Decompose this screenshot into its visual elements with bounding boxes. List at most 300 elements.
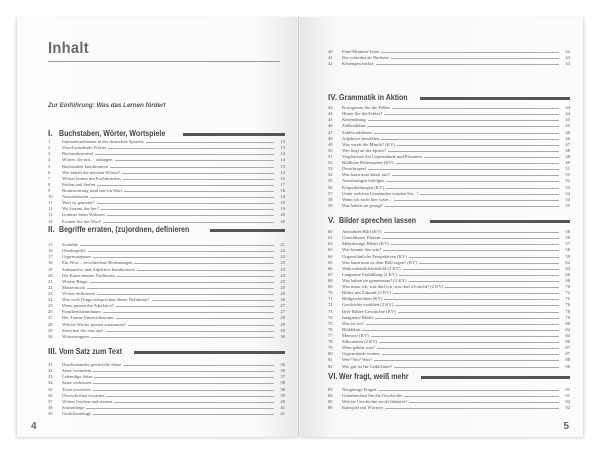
dot-leader <box>382 238 559 239</box>
entry-number: 56 <box>328 184 333 190</box>
entry-title: Was könnte das sein? <box>342 247 382 253</box>
entry-page: 91 <box>565 393 570 399</box>
entry-number: 22 <box>48 284 53 290</box>
dot-leader <box>117 276 274 277</box>
section-title: Grammatik in Aktion <box>339 93 408 102</box>
entry-title: Unsichtbarer Elefant <box>342 235 381 241</box>
entry-title: Die schreibst ab Nächster <box>342 55 390 61</box>
entry-page: 13 <box>280 145 285 151</box>
section-rule <box>183 133 285 136</box>
entry-title: Gegenstände erraten <box>342 351 380 357</box>
entry-title: Überschriften erwarten <box>62 392 105 398</box>
entry-title: Welche Geschichte steckt dahinter? <box>342 399 408 405</box>
entry-number: 39 <box>48 410 53 416</box>
entry-page: 79 <box>565 314 570 320</box>
entry-title: Welche Wörter passen zusammen? <box>62 321 126 327</box>
entry-page: 48 <box>565 153 570 159</box>
dot-leader <box>399 275 559 276</box>
entry-title: Kettengeschichte <box>342 61 374 67</box>
dot-leader <box>116 318 274 319</box>
entry-page: 43 <box>565 55 570 61</box>
entry-title: Mehrdeutige Bilder (KV) <box>342 241 389 247</box>
entry-number: 57 <box>328 190 333 196</box>
page-number: 4 <box>31 421 37 432</box>
dot-leader <box>128 325 274 326</box>
dot-leader <box>378 390 559 391</box>
dot-leader <box>397 145 559 146</box>
left-page <box>17 17 299 437</box>
entry-title: Silbouetten (2 KV) <box>342 339 378 345</box>
section-title: Wer fragt, weiß mehr <box>339 372 409 381</box>
dot-leader <box>382 354 559 355</box>
entry-title: Fünf-Minuten-Texte <box>342 49 380 55</box>
entry-page: 36 <box>280 368 285 374</box>
entry-page: 21 <box>280 242 285 248</box>
entry-title: Was kann man damit tun? <box>342 172 390 178</box>
dot-leader <box>393 293 559 294</box>
entry-page: 47 <box>565 141 570 147</box>
section-number: II. <box>48 225 55 234</box>
entry-title: Wörter, die mit ... anfangen <box>62 157 113 163</box>
entry-page: 17 <box>280 181 285 187</box>
dot-leader <box>394 200 559 201</box>
dot-leader <box>123 365 274 366</box>
entry-title: Erraten Sie das Wort! <box>62 218 102 224</box>
entry-page: 14 <box>280 157 285 163</box>
entry-page: 15 <box>280 163 285 169</box>
entry-number: 2 <box>48 145 51 151</box>
entry-number: 69 <box>328 284 333 290</box>
entry-number: 43 <box>328 105 333 111</box>
dot-leader <box>124 191 274 192</box>
entry-page: 49 <box>565 160 570 166</box>
toc-list <box>328 228 570 369</box>
entry-number: 30 <box>48 333 53 339</box>
toc-entry <box>48 333 285 339</box>
section-rule <box>420 97 570 100</box>
dot-leader <box>409 402 559 403</box>
toc-entry <box>328 60 570 66</box>
entry-number: 11 <box>48 200 53 206</box>
dot-leader <box>80 245 274 246</box>
entry-title: Anweisungen befolgen <box>342 178 385 184</box>
entry-page: 42 <box>565 49 570 55</box>
entry-number: 32 <box>48 368 53 374</box>
entry-page: 56 <box>565 229 570 235</box>
dot-leader <box>101 209 274 210</box>
entry-number: 67 <box>328 271 333 277</box>
section-heading <box>328 372 570 381</box>
entry-number: 20 <box>48 272 53 278</box>
entry-title: Wörter definieren <box>62 290 95 296</box>
dot-leader <box>146 142 274 143</box>
entry-number: 64 <box>328 253 333 259</box>
dot-leader <box>374 360 559 361</box>
entry-number: 47 <box>328 129 333 135</box>
entry-page: 41 <box>280 410 285 416</box>
entry-page: 46 <box>565 135 570 141</box>
entry-page: 16 <box>280 175 285 181</box>
entry-page: 30 <box>280 333 285 339</box>
dot-leader <box>116 306 274 307</box>
entry-number: 62 <box>328 241 333 247</box>
intro-heading: Zur Einführung: Was das Lernen fördert <box>48 102 166 109</box>
dot-leader <box>107 215 274 216</box>
toc-list <box>48 361 285 416</box>
entry-number: 51 <box>328 153 333 159</box>
entry-title: Sätze verändern <box>62 368 92 374</box>
entry-page: 37 <box>280 374 285 380</box>
dot-leader <box>367 126 559 127</box>
dot-leader <box>103 222 274 223</box>
entry-number: 72 <box>328 302 333 308</box>
entry-title: Vergleichen Sie Gegenstände und Personen <box>342 153 422 159</box>
entry-title: Wem gehört was? <box>342 345 375 351</box>
entry-title: Was muss ich, was darf ich, was darf ich nicht? (2 KV) <box>342 284 444 290</box>
entry-page: 20 <box>280 218 285 224</box>
entry-page: 24 <box>280 272 285 278</box>
entry-page: 72 <box>565 290 570 296</box>
entry-page: 46 <box>565 129 570 135</box>
dot-leader <box>93 414 274 415</box>
entry-title: Korrigieren Sie die Fehler <box>342 105 391 111</box>
entry-title: Abstraktes Bild (KV) <box>342 229 382 235</box>
entry-number: 80 <box>328 351 333 357</box>
dot-leader <box>97 203 274 204</box>
entry-number: 45 <box>328 117 333 123</box>
entry-number: 78 <box>328 339 333 345</box>
entry-number: 18 <box>48 260 53 266</box>
dot-leader <box>137 270 274 271</box>
entry-number: 41 <box>328 55 333 61</box>
entry-title: Lebendige Sätze <box>62 374 93 380</box>
entry-page: 75 <box>565 296 570 302</box>
entry-title: Wörtertreppen <box>62 333 89 339</box>
dot-leader <box>392 175 559 176</box>
entry-page: 88 <box>565 357 570 363</box>
entry-title: Geschichte erzählen (2 KV) <box>342 302 394 308</box>
entry-number: 1 <box>48 139 51 145</box>
dot-leader <box>110 167 274 168</box>
entry-title: Wenn passen die Adjektive? <box>62 303 114 309</box>
section-number: III. <box>48 347 57 356</box>
dot-leader <box>391 244 559 245</box>
dot-leader <box>420 194 559 195</box>
entry-page: 68 <box>565 277 570 283</box>
dot-leader <box>383 250 559 251</box>
entry-title: Wörter-Bingo <box>62 278 88 284</box>
entry-number: 52 <box>328 160 333 166</box>
entry-page: 18 <box>280 187 285 193</box>
entry-number: 26 <box>48 309 53 315</box>
entry-title: Wörter löschen und erraten <box>62 398 113 404</box>
dot-leader <box>371 336 559 337</box>
entry-title: Durcheinander gewürfelte Sätze <box>62 362 122 368</box>
entry-page: 51 <box>565 172 570 178</box>
entry-number: 13 <box>48 212 53 218</box>
entry-page: 78 <box>565 308 570 314</box>
entry-number: 14 <box>48 218 53 224</box>
entry-number: 42 <box>328 61 333 67</box>
entry-page: 26 <box>280 297 285 303</box>
entry-number: 85 <box>328 399 333 405</box>
entry-page: 87 <box>565 351 570 357</box>
entry-page: 58 <box>565 247 570 253</box>
dot-leader <box>394 367 559 368</box>
entry-title: Ein Wort – verschiedene Bedeutungen <box>62 260 133 266</box>
entry-page: 25 <box>280 284 285 290</box>
dot-leader <box>93 383 274 384</box>
entry-number: 77 <box>328 332 333 338</box>
entry-title: Verschwindende Wörter <box>62 145 107 151</box>
entry-page: 15 <box>280 169 285 175</box>
entry-title: Bilder mit Zukunft (3 KV) <box>342 290 391 296</box>
entry-page: 29 <box>280 321 285 327</box>
dot-leader <box>398 312 559 313</box>
entry-number: 86 <box>328 405 333 411</box>
toc-list <box>48 138 285 224</box>
entry-number: 3 <box>48 151 51 157</box>
entry-title: Was haben sie gemeinsam? (2 KV) <box>342 277 407 283</box>
entry-number: 60 <box>328 229 333 235</box>
entry-number: 8 <box>48 181 51 187</box>
entry-number: 21 <box>48 278 53 284</box>
section-number: VI. <box>328 372 338 381</box>
dot-leader <box>377 348 559 349</box>
entry-title: Was viele Dinge entsprechen dieser Definition? <box>62 297 150 303</box>
entry-number: 49 <box>328 141 333 147</box>
entry-number: 48 <box>328 135 333 141</box>
entry-title: Neugierige Fragen <box>342 387 377 393</box>
entry-number: 55 <box>328 178 333 184</box>
toc-list <box>328 104 570 208</box>
dot-leader <box>123 179 274 180</box>
entry-title: Wahrscheinlichkeitsbild (2 KV) <box>342 265 401 271</box>
entry-number: 34 <box>48 380 53 386</box>
dot-leader <box>396 163 559 164</box>
entry-number: 38 <box>48 404 53 410</box>
dot-leader <box>93 371 274 372</box>
entry-page: 38 <box>280 380 285 386</box>
dot-leader <box>93 257 274 258</box>
dot-leader <box>90 197 274 198</box>
dot-leader <box>115 160 274 161</box>
entry-number: 70 <box>328 290 333 296</box>
entry-page: 22 <box>280 254 285 260</box>
toc-entry <box>328 202 570 208</box>
entry-title: Bildliche Redensarten (KV) <box>342 160 394 166</box>
entry-page: 38 <box>280 386 285 392</box>
entry-page: 90 <box>565 363 570 369</box>
entry-number: 37 <box>48 398 53 404</box>
entry-title: Drei-Bilder-Geschichte (KV) <box>342 308 396 314</box>
entry-title: Langsame Enthüllung (2 KV) <box>342 271 397 277</box>
dot-leader <box>385 408 559 409</box>
entry-number: 54 <box>328 172 333 178</box>
entry-page: 36 <box>280 362 285 368</box>
entry-page: 48 <box>565 147 570 153</box>
dot-leader <box>122 173 274 174</box>
entry-number: 84 <box>328 393 333 399</box>
dot-leader <box>384 232 559 233</box>
entry-page: 54 <box>565 190 570 196</box>
entry-number: 29 <box>48 327 53 333</box>
entry-page: 19 <box>280 200 285 206</box>
entry-number: 58 <box>328 196 333 202</box>
entry-page: 92 <box>565 405 570 411</box>
section-rule <box>210 229 285 232</box>
entry-title: Körperhaltungen (KV) <box>342 184 384 190</box>
entry-number: 16 <box>48 248 53 254</box>
section-rule <box>421 376 570 379</box>
entry-number: 74 <box>328 314 333 320</box>
entry-number: 15 <box>48 242 53 248</box>
entry-page: 55 <box>565 202 570 208</box>
entry-title: Memory (KV) <box>342 332 369 338</box>
entry-number: 28 <box>48 321 53 327</box>
toc-entry <box>328 404 570 410</box>
entry-title: Oberbegriffe <box>62 248 86 254</box>
entry-page: 14 <box>280 151 285 157</box>
entry-title: Wo kommt das her? <box>62 206 99 212</box>
entry-title: Kettenübung <box>342 117 366 123</box>
entry-number: 79 <box>328 345 333 351</box>
entry-title: Wer liegt an der Spitze? <box>342 147 387 153</box>
entry-title: Was verrät die Mimik? (KV) <box>342 141 395 147</box>
section-title: Begriffe erraten, (zu)ordnen, definieren <box>59 225 190 234</box>
entry-title: Wer behält die meisten Wörter? <box>62 169 121 175</box>
dot-leader <box>106 331 274 332</box>
entry-page: 45 <box>565 117 570 123</box>
dot-leader <box>152 300 274 301</box>
dot-leader <box>93 390 274 391</box>
entry-title: Adjektive darstellen <box>342 135 380 141</box>
entry-title: Mastermock <box>62 284 85 290</box>
entry-title: Gegensatzpaare <box>62 254 92 260</box>
entry-page: 52 <box>565 178 570 184</box>
entry-title: Brainstorming rund um ein Wort <box>62 187 123 193</box>
entry-number: 73 <box>328 308 333 314</box>
entry-page: 18 <box>280 194 285 200</box>
entry-title: Internationalismen in der deutschen Sprache <box>62 139 144 145</box>
entry-title: Substantive und Adjektive kombinieren <box>62 266 135 272</box>
dot-leader <box>94 377 274 378</box>
section-rule <box>134 351 285 354</box>
section-title: Bilder sprechen lassen <box>339 216 417 225</box>
entry-number: 50 <box>328 147 333 153</box>
toc-entry <box>48 217 285 223</box>
toc-list <box>328 386 570 410</box>
entry-page: 13 <box>280 139 285 145</box>
dot-leader <box>384 114 559 115</box>
toc-list <box>48 241 285 339</box>
entry-number: 82 <box>328 363 333 369</box>
dot-leader <box>386 181 559 182</box>
entry-number: 12 <box>48 206 53 212</box>
entry-number: 10 <box>48 194 53 200</box>
entry-number: 5 <box>48 163 51 169</box>
dot-leader <box>445 287 559 288</box>
entry-title: Deutchroptel <box>342 166 366 172</box>
page-number: 5 <box>563 421 569 432</box>
dot-leader <box>395 305 559 306</box>
dot-leader <box>381 139 559 140</box>
entry-number: 68 <box>328 277 333 283</box>
entry-page: 56 <box>565 235 570 241</box>
entry-page: 76 <box>565 302 570 308</box>
entry-page: 87 <box>565 345 570 351</box>
entry-title: Buchstabenrätsel <box>62 151 94 157</box>
entry-page: 80 <box>565 320 570 326</box>
toc-entry <box>48 410 285 416</box>
dot-leader <box>86 408 274 409</box>
entry-number: 71 <box>328 296 333 302</box>
dot-leader <box>90 282 274 283</box>
entry-page: 59 <box>565 253 570 259</box>
entry-page: 53 <box>565 184 570 190</box>
entry-number: 9 <box>48 187 51 193</box>
entry-number: 17 <box>48 254 53 260</box>
dot-leader <box>106 396 274 397</box>
entry-page: 91 <box>565 387 570 393</box>
entry-number: 25 <box>48 303 53 309</box>
entry-page: 25 <box>280 278 285 284</box>
entry-title: Was haben sie gesagt? <box>342 202 384 208</box>
entry-page: 44 <box>565 111 570 117</box>
dot-leader <box>375 318 559 319</box>
entry-title: Texte erweitern <box>62 386 91 392</box>
section-heading <box>328 216 570 225</box>
entry-title: Wörter lernen mit Eselsbrücken <box>62 175 121 181</box>
page-title: Inhalt <box>48 40 89 57</box>
entry-page: 26 <box>280 290 285 296</box>
entry-title: Wenn ich nicht hier wäre... <box>342 196 392 202</box>
entry-number: 65 <box>328 259 333 265</box>
section-title: Buchstaben, Wörter, Wortspiele <box>59 129 166 138</box>
entry-title: Zahlendiktat <box>342 123 366 129</box>
entry-number: 35 <box>48 386 53 392</box>
entry-page: 86 <box>565 339 570 345</box>
entry-title: Ungewöhnliche Perspektiven (KV) <box>342 253 407 259</box>
dot-leader <box>424 157 559 158</box>
dot-leader <box>391 58 559 59</box>
dot-leader <box>362 330 559 331</box>
entry-page: 20 <box>280 212 285 218</box>
section-rule <box>430 220 570 223</box>
entry-number: 33 <box>48 374 53 380</box>
dot-leader <box>386 188 559 189</box>
entry-number: 44 <box>328 111 333 117</box>
dot-leader <box>379 342 559 343</box>
entry-title: Wort ist gemeint? <box>62 200 95 206</box>
section-number: V. <box>328 216 335 225</box>
entry-page: 23 <box>280 260 285 266</box>
entry-title: Familienstammbaum <box>62 309 101 315</box>
dot-leader <box>103 312 274 313</box>
entry-number: 40 <box>328 49 333 55</box>
entry-number: 31 <box>48 362 53 368</box>
dot-leader <box>95 154 274 155</box>
entry-number: 6 <box>48 169 51 175</box>
entry-page: 51 <box>565 166 570 172</box>
entry-page: 27 <box>280 309 285 315</box>
dot-leader <box>404 396 559 397</box>
dot-leader <box>392 108 559 109</box>
dot-leader <box>419 263 559 264</box>
dot-leader <box>97 185 274 186</box>
entry-page: 41 <box>280 404 285 410</box>
section-heading <box>328 93 570 102</box>
